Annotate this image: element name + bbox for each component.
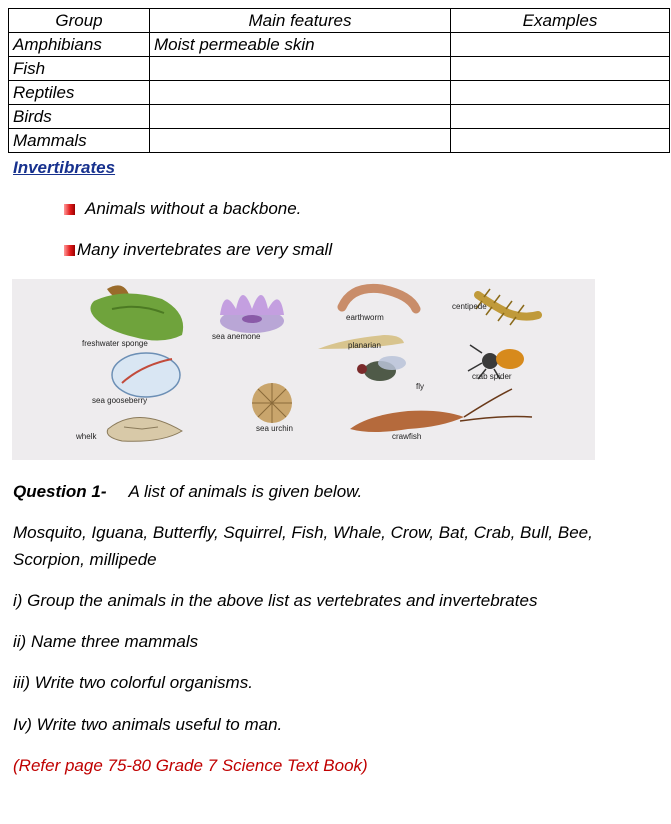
bullet-text: Animals without a backbone. xyxy=(85,199,302,218)
bullet-item xyxy=(64,199,301,219)
table-row xyxy=(9,33,670,57)
illustration-canvas xyxy=(12,279,595,460)
table-cell-examples xyxy=(451,81,670,105)
question-heading xyxy=(13,478,362,505)
label-sea-anemone: sea anemone xyxy=(212,332,261,341)
question-item: iii) Write two colorful organisms. xyxy=(13,673,253,692)
section-heading: Invertibrates xyxy=(13,158,116,177)
label-centipede: centipede xyxy=(452,302,487,311)
question-title: Question 1- xyxy=(13,482,107,501)
label-crab-spider: crab spider xyxy=(472,372,512,381)
table-cell-features xyxy=(150,129,451,153)
reference-note: (Refer page 75-80 Grade 7 Science Text Book) xyxy=(13,756,368,775)
table-cell-examples xyxy=(451,129,670,153)
table-cell-features xyxy=(150,57,451,81)
table-header-row xyxy=(9,9,670,33)
table-cell-examples xyxy=(451,105,670,129)
table-cell-group: Amphibians xyxy=(9,33,150,57)
question-item: ii) Name three mammals xyxy=(13,632,199,651)
column-header: Main features xyxy=(150,9,451,33)
table-cell-group: Birds xyxy=(9,105,150,129)
column-header: Group xyxy=(9,9,150,33)
table-cell-examples xyxy=(451,33,670,57)
label-fly: fly xyxy=(416,382,424,391)
table-row xyxy=(9,81,670,105)
classification-table xyxy=(8,8,670,153)
bullet-text: Many invertebrates are very small xyxy=(77,240,333,259)
label-freshwater-sponge: freshwater sponge xyxy=(82,339,148,348)
animal-list: Mosquito, Iguana, Butterfly, Squirrel, Fish, Whale, Crow, Bat, Crab, Bull, Bee, Scorpion, millipede xyxy=(13,523,593,569)
table-cell-group: Reptiles xyxy=(9,81,150,105)
question-item: Iv) Write two animals useful to man. xyxy=(13,715,283,734)
question-intro: A list of animals is given below. xyxy=(128,482,363,501)
question-item: i) Group the animals in the above list as vertebrates and invertebrates xyxy=(13,591,538,610)
label-sea-gooseberry: sea gooseberry xyxy=(92,396,148,405)
bullet-item xyxy=(64,240,332,260)
table-cell-features xyxy=(150,105,451,129)
table-cell-examples xyxy=(451,57,670,81)
label-crawfish: crawfish xyxy=(392,432,422,441)
sea-urchin-icon xyxy=(252,383,292,423)
sea-gooseberry-icon xyxy=(112,353,180,397)
column-header: Examples xyxy=(451,9,670,33)
label-whelk: whelk xyxy=(76,432,97,441)
table-row xyxy=(9,57,670,81)
label-earthworm: earthworm xyxy=(346,313,384,322)
table-row xyxy=(9,105,670,129)
label-sea-urchin: sea urchin xyxy=(256,424,293,433)
label-planarian: planarian xyxy=(348,341,381,350)
bullet-square-icon xyxy=(64,245,75,256)
table-cell-group: Fish xyxy=(9,57,150,81)
table-cell-group: Mammals xyxy=(9,129,150,153)
table-cell-features: Moist permeable skin xyxy=(150,33,451,57)
table-row xyxy=(9,129,670,153)
invertebrates-illustration xyxy=(12,279,595,460)
bullet-square-icon xyxy=(64,204,75,215)
table-cell-features xyxy=(150,81,451,105)
